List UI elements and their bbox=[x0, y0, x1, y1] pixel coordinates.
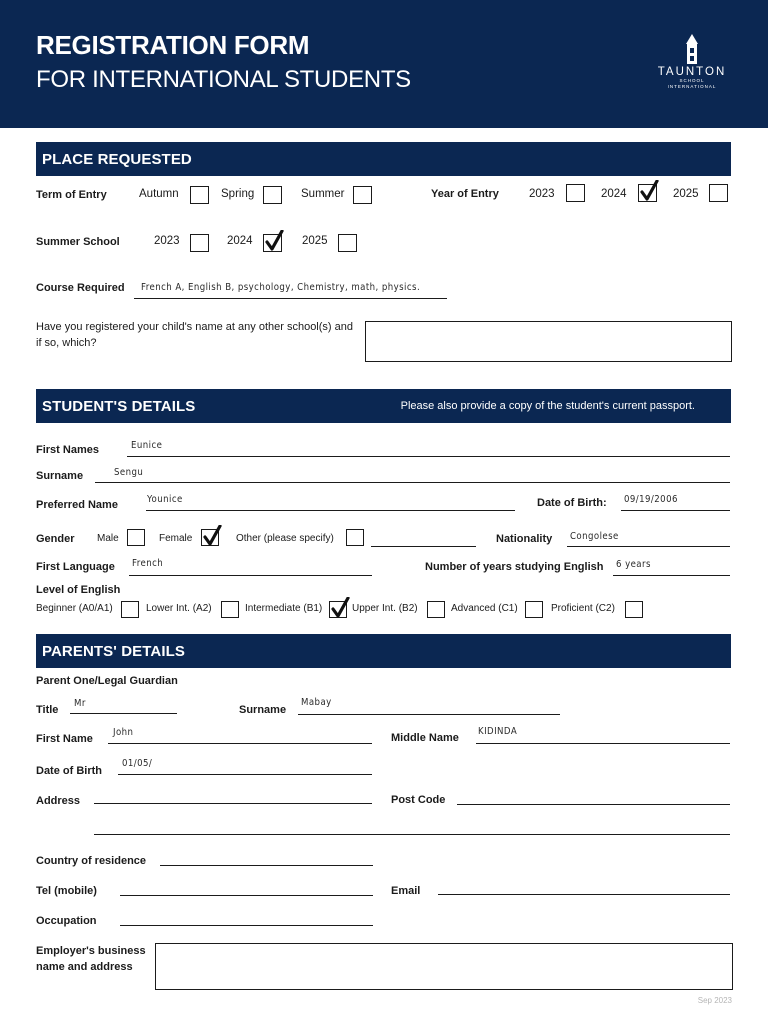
gender-other-label: Other (please specify) bbox=[236, 533, 334, 544]
occupation-label: Occupation bbox=[36, 915, 97, 927]
year-2025-checkbox[interactable] bbox=[709, 184, 728, 202]
parent-middle-name-label: Middle Name bbox=[391, 732, 459, 744]
checkmark-icon bbox=[640, 180, 660, 202]
first-language-label: First Language bbox=[36, 561, 115, 573]
logo-sub-school: SCHOOL bbox=[679, 78, 705, 83]
email-line[interactable] bbox=[438, 894, 730, 895]
checkmark-icon bbox=[265, 230, 285, 252]
course-required-value[interactable]: French A, English B, psychology, Chemistry, math, physics. bbox=[141, 282, 421, 293]
years-english-label: Number of years studying English bbox=[425, 561, 604, 573]
gender-label: Gender bbox=[36, 533, 75, 545]
summer-school-label: Summer School bbox=[36, 236, 120, 248]
preferred-name-line bbox=[146, 510, 515, 511]
preferred-name-value[interactable]: Younice bbox=[147, 494, 183, 505]
gender-male-label: Male bbox=[97, 533, 119, 544]
parent-dob-label: Date of Birth bbox=[36, 765, 102, 777]
summer-2023-checkbox[interactable] bbox=[190, 234, 209, 252]
tel-mobile-label: Tel (mobile) bbox=[36, 885, 97, 897]
year-2024-checkbox[interactable] bbox=[638, 184, 657, 202]
parent-dob-line bbox=[118, 774, 372, 775]
level-intermediate-checkbox[interactable] bbox=[329, 601, 347, 618]
footer-date: Sep 2023 bbox=[697, 996, 732, 1005]
gender-other-checkbox[interactable] bbox=[346, 529, 364, 546]
summer-2023-label: 2023 bbox=[154, 235, 180, 247]
parent-title-value[interactable]: Mr bbox=[74, 698, 86, 709]
other-school-field[interactable] bbox=[365, 321, 732, 362]
summer-2025-label: 2025 bbox=[302, 235, 328, 247]
years-english-value[interactable]: 6 years bbox=[616, 559, 651, 570]
parent-dob-value[interactable]: 01/05/ bbox=[122, 758, 153, 769]
level-advanced-label: Advanced (C1) bbox=[451, 603, 518, 614]
parent-first-name-line bbox=[108, 743, 372, 744]
parent-middle-name-value[interactable]: KIDINDA bbox=[478, 726, 518, 737]
nationality-label: Nationality bbox=[496, 533, 553, 545]
year-of-entry-label: Year of Entry bbox=[431, 188, 499, 200]
parent-title-label: Title bbox=[36, 704, 59, 716]
student-dob-label: Date of Birth: bbox=[537, 497, 607, 509]
header-banner bbox=[0, 0, 768, 128]
address-line-1[interactable] bbox=[94, 803, 372, 804]
post-code-line[interactable] bbox=[457, 804, 730, 805]
level-beginner-label: Beginner (A0/A1) bbox=[36, 603, 113, 614]
gender-male-checkbox[interactable] bbox=[127, 529, 145, 546]
nationality-value[interactable]: Congolese bbox=[570, 531, 619, 542]
parent-first-name-value[interactable]: John bbox=[113, 727, 134, 738]
term-spring-label: Spring bbox=[221, 188, 255, 200]
level-upper-int-checkbox[interactable] bbox=[427, 601, 445, 618]
address-line-2[interactable] bbox=[94, 834, 730, 835]
first-language-value[interactable]: French bbox=[132, 558, 164, 569]
other-school-question: Have you registered your child's name at any other school(s) and if so, which? bbox=[36, 321, 353, 349]
summer-2025-checkbox[interactable] bbox=[338, 234, 357, 252]
term-summer-label: Summer bbox=[301, 188, 345, 200]
section-title: PARENTS' DETAILS bbox=[42, 643, 185, 660]
section-title: PLACE REQUESTED bbox=[42, 151, 192, 168]
email-label: Email bbox=[391, 885, 421, 897]
course-required-line bbox=[134, 298, 447, 299]
nationality-line bbox=[567, 546, 730, 547]
level-proficient-label: Proficient (C2) bbox=[551, 603, 615, 614]
parent-middle-name-line bbox=[476, 743, 730, 744]
level-english-label: Level of English bbox=[36, 584, 121, 596]
level-advanced-checkbox[interactable] bbox=[525, 601, 543, 618]
employer-label-line-2: name and address bbox=[36, 961, 133, 973]
country-line[interactable] bbox=[160, 865, 373, 866]
parent-first-name-label: First Name bbox=[36, 733, 93, 745]
post-code-label: Post Code bbox=[391, 794, 446, 806]
checkmark-icon bbox=[203, 525, 223, 547]
employer-label-line-1: Employer's business bbox=[36, 945, 146, 957]
years-english-line bbox=[613, 575, 730, 576]
year-2024-label: 2024 bbox=[601, 188, 627, 200]
term-autumn-checkbox[interactable] bbox=[190, 186, 209, 204]
occupation-line[interactable] bbox=[120, 925, 373, 926]
passport-note: Please also provide a copy of the student's current passport. bbox=[400, 400, 695, 412]
first-names-label: First Names bbox=[36, 444, 99, 456]
first-language-line bbox=[129, 575, 372, 576]
summer-2024-checkbox[interactable] bbox=[263, 234, 282, 252]
year-2025-label: 2025 bbox=[673, 188, 699, 200]
term-autumn-label: Autumn bbox=[139, 188, 179, 200]
term-summer-checkbox[interactable] bbox=[353, 186, 372, 204]
preferred-name-label: Preferred Name bbox=[36, 499, 118, 511]
parent-surname-label: Surname bbox=[239, 704, 287, 716]
logo-sub-international: INTERNATIONAL bbox=[667, 84, 717, 89]
year-2023-checkbox[interactable] bbox=[566, 184, 585, 202]
parent-surname-line bbox=[298, 714, 560, 715]
section-place-requested bbox=[36, 142, 731, 176]
section-students-details bbox=[36, 389, 731, 423]
logo-name: TAUNTON bbox=[657, 66, 727, 78]
first-names-value[interactable]: Eunice bbox=[131, 440, 163, 451]
level-intermediate-label: Intermediate (B1) bbox=[245, 603, 323, 614]
term-of-entry-label: Term of Entry bbox=[36, 189, 107, 201]
student-dob-value[interactable]: 09/19/2006 bbox=[624, 494, 678, 505]
level-lower-int-label: Lower Int. (A2) bbox=[146, 603, 212, 614]
gender-female-label: Female bbox=[159, 533, 193, 544]
gender-female-checkbox[interactable] bbox=[201, 529, 219, 546]
surname-line bbox=[95, 482, 730, 483]
school-logo bbox=[650, 34, 734, 104]
level-upper-int-label: Upper Int. (B2) bbox=[352, 603, 418, 614]
student-dob-line bbox=[621, 510, 730, 511]
parent-title-line bbox=[70, 713, 177, 714]
term-spring-checkbox[interactable] bbox=[263, 186, 282, 204]
section-parents-details bbox=[36, 634, 731, 668]
tel-mobile-line[interactable] bbox=[120, 895, 373, 896]
tower-icon bbox=[684, 34, 700, 64]
address-label: Address bbox=[36, 795, 81, 807]
level-proficient-checkbox[interactable] bbox=[625, 601, 643, 618]
summer-2024-label: 2024 bbox=[227, 235, 253, 247]
parent-one-label: Parent One/Legal Guardian bbox=[36, 675, 178, 687]
country-label: Country of residence bbox=[36, 855, 147, 867]
employer-field[interactable] bbox=[155, 943, 733, 990]
level-beginner-checkbox[interactable] bbox=[121, 601, 139, 618]
surname-value[interactable]: Sengu bbox=[114, 467, 144, 478]
level-lower-int-checkbox[interactable] bbox=[221, 601, 239, 618]
section-title: STUDENT'S DETAILS bbox=[42, 398, 196, 415]
form-title: REGISTRATION FORM bbox=[36, 30, 310, 60]
gender-other-line[interactable] bbox=[371, 546, 476, 547]
parent-surname-value[interactable]: Mabay bbox=[301, 697, 332, 708]
first-names-line bbox=[127, 456, 730, 457]
year-2023-label: 2023 bbox=[529, 188, 555, 200]
surname-label: Surname bbox=[36, 470, 84, 482]
course-required-label: Course Required bbox=[36, 282, 125, 294]
checkmark-icon bbox=[331, 597, 351, 619]
form-subtitle: FOR INTERNATIONAL STUDENTS bbox=[36, 66, 411, 93]
